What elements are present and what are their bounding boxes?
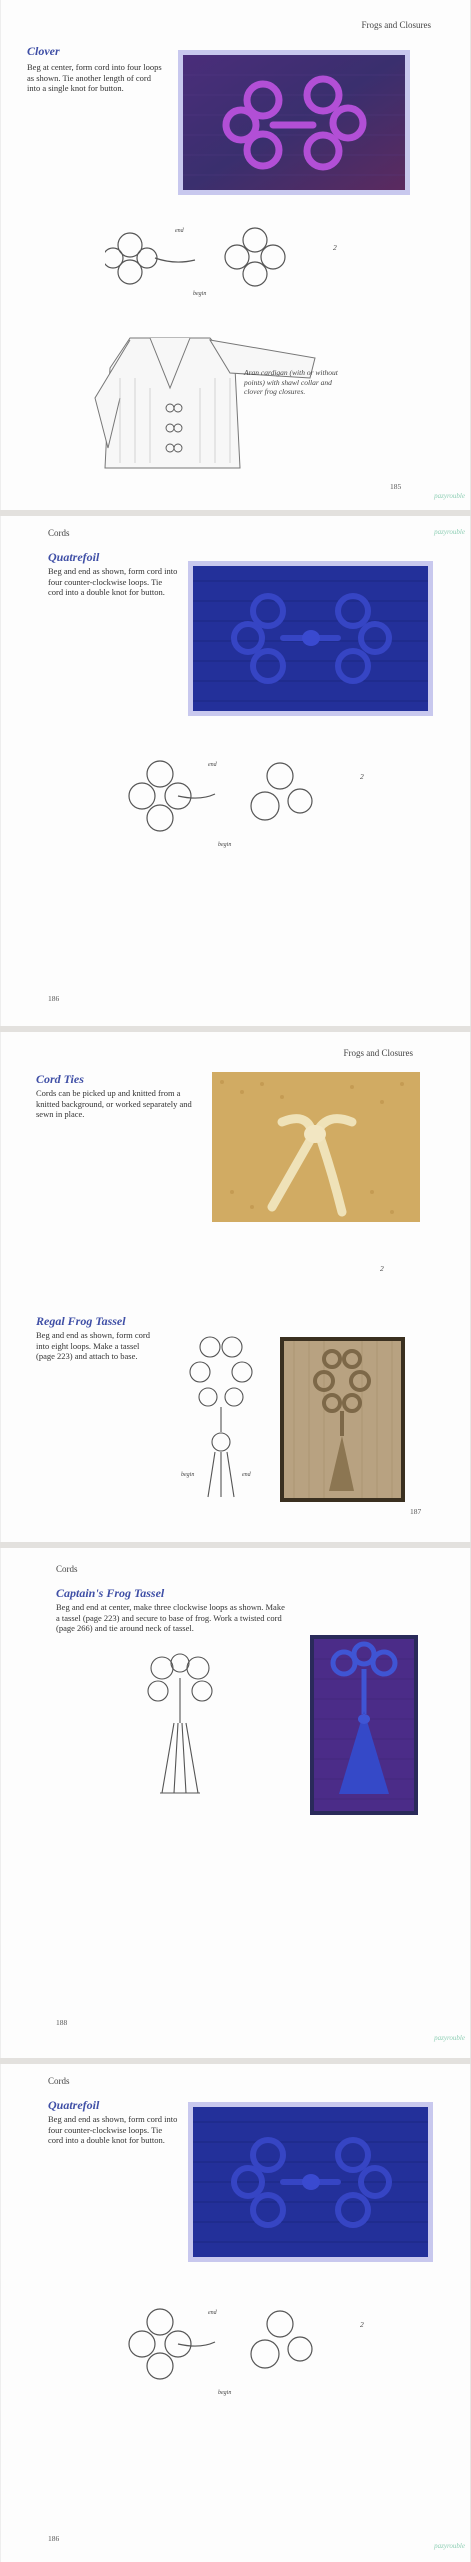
label-end: end <box>208 2310 217 2316</box>
section-title: Captain's Frog Tassel <box>56 1586 165 1600</box>
instructions-text: Beg and end as shown, form cord into four counter-clockwise loops. Tie cord into a double knot for button. <box>48 566 178 597</box>
book-page-185 <box>0 0 471 510</box>
figure-mark: 2 <box>360 772 364 781</box>
book-page-186-repeat <box>0 2064 471 2562</box>
cardigan-illustration <box>90 328 320 478</box>
running-header: Cords <box>48 2076 70 2086</box>
instructions-text: Beg and end at center, make three clockwise loops as shown. Make a tassel (page 223) and secure to base of frog. Work a twisted cord (page 266) and tie around neck of tassel. <box>56 1602 285 1633</box>
figure-mark: 2 <box>333 243 337 252</box>
blue-quatrefoil-knot-image <box>193 2107 428 2257</box>
section-title-2: Regal Frog Tassel <box>36 1314 126 1328</box>
instructions-text: Beg at center, form cord into four loops as shown. Tie another length of cord into a single knot for button. <box>27 62 162 93</box>
knit-swatch-photo <box>178 50 410 195</box>
purple-clover-knot-image <box>183 55 405 190</box>
watermark: pazyrouble <box>434 528 465 536</box>
watermark: pazyrouble <box>434 2034 465 2042</box>
label-begin: begin <box>181 1472 195 1478</box>
instructions-text-2: Beg and end as shown, form cord into eight loops. Make a tassel (page 223) and attach to base. <box>36 1330 151 1361</box>
page-number: 188 <box>56 2018 68 2027</box>
knit-swatch-photo <box>188 2102 433 2262</box>
running-header: Frogs and Closures <box>343 1048 413 1058</box>
label-end: end <box>242 1472 251 1478</box>
label-begin: begin <box>218 842 232 848</box>
instructions-text: Cords can be picked up and knitted from a knitted background, or worked separately and sewn in place. <box>36 1088 192 1119</box>
section-title: Quatrefoil <box>48 2098 100 2112</box>
watermark: pazyrouble <box>434 492 465 500</box>
knit-swatch-photo <box>188 561 433 716</box>
watermark: pazyrouble <box>434 2542 465 2550</box>
section-title: Cord Ties <box>36 1072 84 1086</box>
section-title: Clover <box>27 44 60 58</box>
section-title: Quatrefoil <box>48 550 100 564</box>
regal-frog-diagram <box>180 1332 270 1507</box>
quatrefoil-diagram <box>120 746 350 856</box>
running-header: Cords <box>56 1564 78 1574</box>
book-page-186 <box>0 516 471 1026</box>
figure-mark: 2 <box>380 1264 384 1273</box>
label-end: end <box>175 228 184 234</box>
figure-mark: 2 <box>360 2320 364 2329</box>
quatrefoil-diagram <box>120 2294 350 2404</box>
cord-ties-image <box>212 1072 420 1222</box>
page-number: 187 <box>410 1507 422 1516</box>
book-page-188 <box>0 1548 471 2058</box>
knit-swatch-photo <box>212 1072 420 1222</box>
knit-swatch-photo <box>310 1635 418 1815</box>
page-number: 186 <box>48 994 60 1003</box>
label-end: end <box>208 762 217 768</box>
label-begin: begin <box>218 2390 232 2396</box>
regal-frog-tassel-image <box>284 1341 401 1498</box>
captains-frog-tassel-image <box>314 1639 414 1811</box>
captains-frog-diagram <box>140 1653 220 1803</box>
page-number: 185 <box>390 482 402 491</box>
running-header: Frogs and Closures <box>361 20 431 30</box>
label-begin: begin <box>193 291 207 297</box>
running-header: Cords <box>48 528 70 538</box>
blue-quatrefoil-knot-image <box>193 566 428 711</box>
page-number: 186 <box>48 2534 60 2543</box>
instructions-text: Beg and end as shown, form cord into four counter-clockwise loops. Tie cord into a double knot for button. <box>48 2114 178 2145</box>
knit-swatch-photo-2 <box>280 1337 405 1502</box>
illustration-caption: Aran cardigan (with or without points) with shawl collar and clover frog closures. <box>244 368 338 396</box>
clover-diagram <box>105 220 315 300</box>
book-page-187 <box>0 1032 471 1542</box>
